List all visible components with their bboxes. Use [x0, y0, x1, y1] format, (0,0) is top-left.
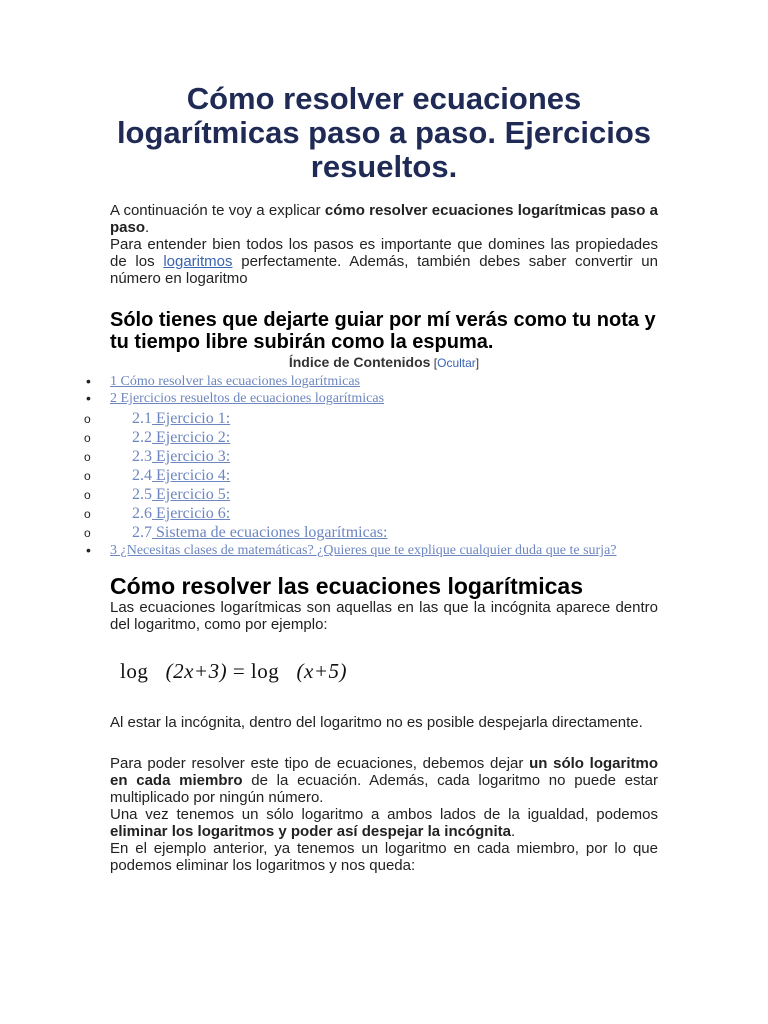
toc-subitem [132, 447, 658, 466]
toc-sublink[interactable]: Ejercicio 5: [152, 486, 231, 503]
toc-subitem [132, 466, 658, 485]
p4-text: Una vez tenemos un sólo logaritmo a ambos lados de la igualdad, podemos [110, 806, 658, 823]
intro-text-end: . [145, 219, 150, 236]
toc-item-number: 1 [110, 374, 117, 389]
toc-subitem [132, 409, 658, 428]
toc-item-number: 2 [110, 391, 117, 406]
toc-sublist [110, 409, 658, 542]
toc-link-3[interactable] [110, 543, 617, 558]
toc-hide-link[interactable]: Ocultar [437, 356, 476, 370]
formula-log-right: log [250, 659, 280, 683]
formula-arg-left: (2x+3) [165, 659, 228, 683]
highlight-heading: Sólo tienes que dejarte guiar por mí verás como tu nota y tu tiempo libre subirán como la espuma. [110, 309, 656, 353]
toc-subitem-number: 2.7 [132, 524, 152, 541]
toc-item-label: ¿Necesitas clases de matemáticas? ¿Quieres que te explique cualquier duda que te surja? [117, 543, 617, 558]
toc-item-label: Cómo resolver las ecuaciones logarítmicas [117, 374, 360, 389]
formula-equals: = [227, 659, 251, 683]
table-of-contents [110, 373, 658, 559]
toc-link-2[interactable] [110, 391, 384, 406]
toc-subitem-number: 2.1 [132, 410, 152, 427]
toc-title [110, 354, 658, 371]
toc-bracket-open: [ [430, 356, 438, 370]
section-paragraph-2: Al estar la incógnita, dentro del logaritmo no es posible despejarla directamente. [110, 714, 643, 731]
toc-item [110, 373, 658, 390]
section-paragraph-3 [110, 755, 658, 874]
toc-subitem-number: 2.3 [132, 448, 152, 465]
p3-text-end: de la ecuación. Además, cada logaritmo no puede estar multiplicado por ningún número. [110, 772, 658, 806]
toc-item [110, 390, 658, 542]
p3-bold: un sólo logaritmo en cada miembro [110, 755, 658, 789]
toc-sublink[interactable]: Ejercicio 6: [152, 505, 231, 522]
toc-bracket-close: ] [475, 356, 480, 370]
intro-text-2: Para entender bien todos los pasos es importante que domines las propiedades de los [110, 236, 658, 270]
intro-bold-text: cómo resolver ecuaciones logarítmicas paso a paso [110, 202, 658, 236]
toc-sublink[interactable]: Ejercicio 1: [152, 410, 231, 427]
toc-title-text: Índice de Contenidos [288, 354, 431, 370]
toc-item-label: Ejercicios resueltos de ecuaciones logarítmicas [117, 391, 385, 406]
formula-log-left: log [120, 659, 149, 683]
toc-subitem [132, 504, 658, 523]
intro-text: A continuación te voy a explicar [110, 202, 325, 219]
toc-subitem-number: 2.6 [132, 505, 152, 522]
p4-text-end: . [510, 823, 516, 840]
toc-subitem [132, 485, 658, 504]
article-content [110, 82, 658, 874]
toc-sublink[interactable]: Ejercicio 4: [152, 467, 231, 484]
toc-sublink[interactable]: Ejercicio 2: [152, 429, 231, 446]
p3-text: Para poder resolver este tipo de ecuaciones, debemos dejar [110, 755, 530, 772]
toc-sublink[interactable]: Ejercicio 3: [152, 448, 231, 465]
toc-subitem [132, 523, 658, 542]
toc-subitem-number: 2.4 [132, 467, 152, 484]
log-equation [120, 659, 658, 684]
toc-sublink[interactable]: Sistema de ecuaciones logarítmicas: [152, 524, 388, 541]
toc-subitem-number: 2.5 [132, 486, 152, 503]
logaritmos-link[interactable]: logaritmos [163, 253, 233, 270]
section-paragraph-1: Las ecuaciones logarítmicas son aquellas en las que la incógnita aparece dentro del logaritmo, como por ejemplo: [110, 599, 658, 633]
formula-arg-right: (x+5) [296, 659, 347, 683]
toc-subitem-number: 2.2 [132, 429, 152, 446]
intro-paragraph [110, 202, 658, 287]
p5-text: En el ejemplo anterior, ya tenemos un logaritmo en cada miembro, por lo que podemos eliminar los logaritmos y nos queda: [110, 840, 658, 874]
p4-bold: eliminar los logaritmos y poder así despejar la incógnita [110, 823, 511, 840]
section-heading: Cómo resolver las ecuaciones logarítmicas [110, 573, 583, 599]
toc-link-1[interactable] [110, 374, 360, 389]
toc-item-number: 3 [110, 543, 117, 558]
toc-subitem [132, 428, 658, 447]
intro-text-3: perfectamente. Además, también debes saber convertir un número en logaritmo [110, 253, 658, 287]
page-title: Cómo resolver ecuaciones logarítmicas paso a paso. Ejercicios resueltos. [116, 81, 652, 184]
toc-item [110, 542, 658, 559]
